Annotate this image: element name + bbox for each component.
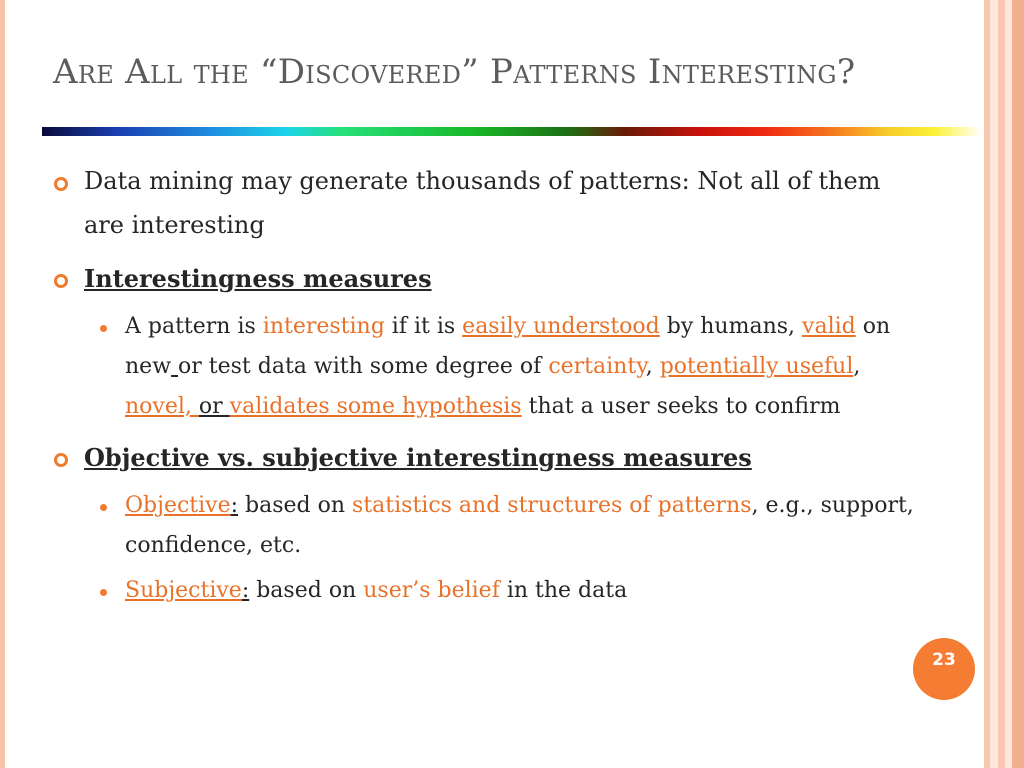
sub-bullet-subjective	[125, 578, 627, 603]
text: that a user seeks to confirm	[521, 394, 841, 419]
bullet-ring-icon	[54, 177, 68, 191]
bullet-1-line-1: Data mining may generate thousands of patterns: Not all of them	[84, 167, 881, 195]
sub-bullet-dot-icon	[100, 325, 107, 332]
sub-bullet-objective-line-2: confidence, etc.	[125, 533, 302, 558]
term-subjective: Subjective	[125, 578, 242, 603]
slide-title: Are All the “Discovered” Patterns Interesting?	[53, 52, 856, 92]
sub-bullet-objective-line-1	[125, 493, 914, 518]
text: , e.g., support,	[751, 493, 914, 518]
text: by humans,	[659, 314, 803, 339]
text: :	[230, 493, 239, 518]
text: ,	[645, 354, 660, 379]
term-easily-understood: easily understood	[462, 314, 660, 339]
term-validates-hypothesis: validates some hypothesis	[229, 394, 522, 419]
term-certainty: certainty	[548, 354, 646, 379]
bullet-3-heading: Objective vs. subjective interestingness measures	[84, 443, 752, 472]
page-number-badge: 23	[913, 638, 975, 700]
sub-bullet-pattern-line-3	[125, 394, 840, 419]
term-interesting: interesting	[262, 314, 385, 339]
text: in the data	[499, 578, 628, 603]
bullet-ring-icon	[54, 453, 68, 467]
text: if it is	[384, 314, 463, 339]
text: or test data with some degree of	[178, 354, 549, 379]
text: based on	[249, 578, 364, 603]
term-potentially-useful: potentially useful	[659, 354, 854, 379]
text: :	[241, 578, 250, 603]
text: on	[855, 314, 891, 339]
bullet-1-line-2: are interesting	[84, 211, 265, 239]
term-novel: novel,	[125, 394, 199, 419]
sub-bullet-pattern-line-2	[125, 354, 860, 379]
text: or	[198, 394, 230, 419]
sub-bullet-dot-icon	[100, 504, 107, 511]
sub-bullet-pattern-line-1	[125, 314, 890, 339]
text: A pattern is	[125, 314, 263, 339]
term-objective: Objective	[125, 493, 231, 518]
text: based on	[238, 493, 353, 518]
term-statistics-structures: statistics and structures of patterns	[352, 493, 752, 518]
text: ,	[853, 354, 861, 379]
term-valid: valid	[802, 314, 856, 339]
bullet-ring-icon	[54, 274, 68, 288]
text	[171, 354, 178, 379]
bullet-2-heading: Interestingness measures	[84, 264, 432, 293]
sub-bullet-dot-icon	[100, 589, 107, 596]
text: new	[125, 354, 172, 379]
term-users-belief: user’s belief	[363, 578, 500, 603]
